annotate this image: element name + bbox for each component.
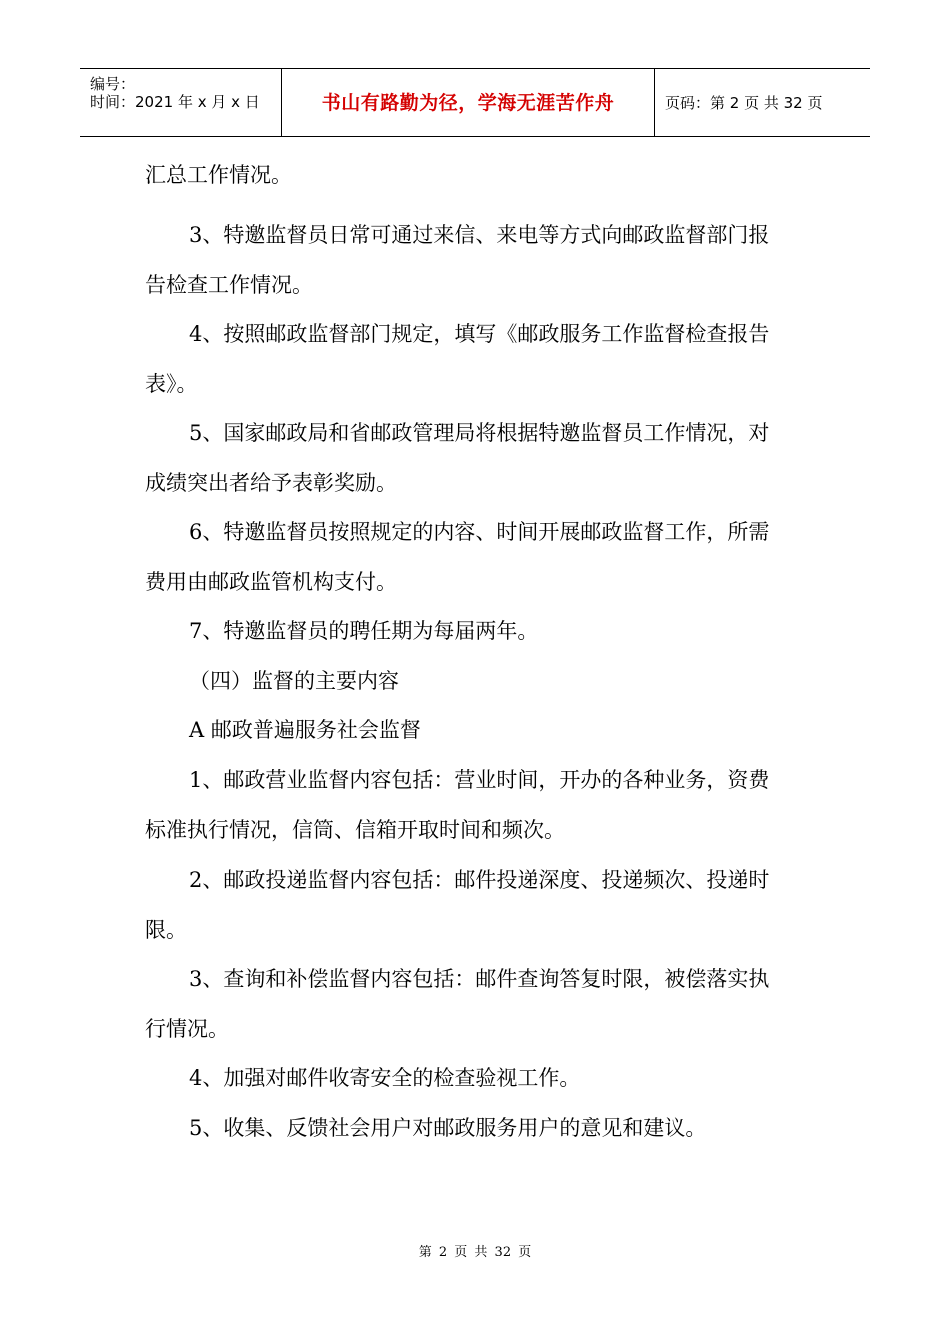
- page-footer: 第 2 页 共 32 页: [418, 1245, 532, 1260]
- body-line: 费用由邮政监管机构支付。: [145, 570, 397, 594]
- body-line: 5、收集、反馈社会用户对邮政服务用户的意见和建议。: [189, 1116, 707, 1140]
- body-line: 表》。: [145, 372, 198, 396]
- header-motto-cell: [282, 69, 655, 136]
- subsection-heading: A 邮政普遍服务社会监督: [189, 718, 421, 742]
- body-line: 汇总工作情况。: [145, 163, 292, 187]
- body-line: 3、特邀监督员日常可通过来信、来电等方式向邮政监督部门报: [189, 223, 770, 247]
- body-line: 1、邮政营业监督内容包括：营业时间，开办的各种业务，资费: [189, 768, 770, 792]
- header-motto: 书山有路勤为径，学海无涯苦作舟: [321, 92, 615, 114]
- body-line: 成绩突出者给予表彰奖励。: [145, 471, 397, 495]
- header-page-info: 页码：第 2 页 共 32 页: [665, 94, 823, 112]
- body-line: 限。: [145, 918, 187, 942]
- body-line: 3、查询和补偿监督内容包括：邮件查询答复时限，被偿落实执: [189, 967, 770, 991]
- body-line: 行情况。: [145, 1017, 229, 1041]
- body-line: 7、特邀监督员的聘任期为每届两年。: [189, 619, 539, 643]
- body-line: 4、加强对邮件收寄安全的检查验视工作。: [189, 1066, 581, 1090]
- header-meta-cell: [80, 69, 282, 136]
- body-line: 标准执行情况，信筒、信箱开取时间和频次。: [145, 818, 565, 842]
- document-number-label: 编号：: [90, 75, 136, 93]
- body-line: 5、国家邮政局和省邮政管理局将根据特邀监督员工作情况，对: [189, 421, 770, 445]
- body-line: 6、特邀监督员按照规定的内容、时间开展邮政监督工作，所需: [189, 520, 770, 544]
- page-header: [80, 68, 870, 137]
- section-heading: （四）监督的主要内容: [189, 669, 399, 693]
- body-line: 4、按照邮政监督部门规定，填写《邮政服务工作监督检查报告: [189, 322, 770, 346]
- document-date-label: 时间：2021 年 x 月 x 日: [90, 93, 260, 111]
- body-line: 告检查工作情况。: [145, 273, 313, 297]
- body-line: 2、邮政投递监督内容包括：邮件投递深度、投递频次、投递时: [189, 868, 770, 892]
- header-page-cell: [655, 69, 870, 136]
